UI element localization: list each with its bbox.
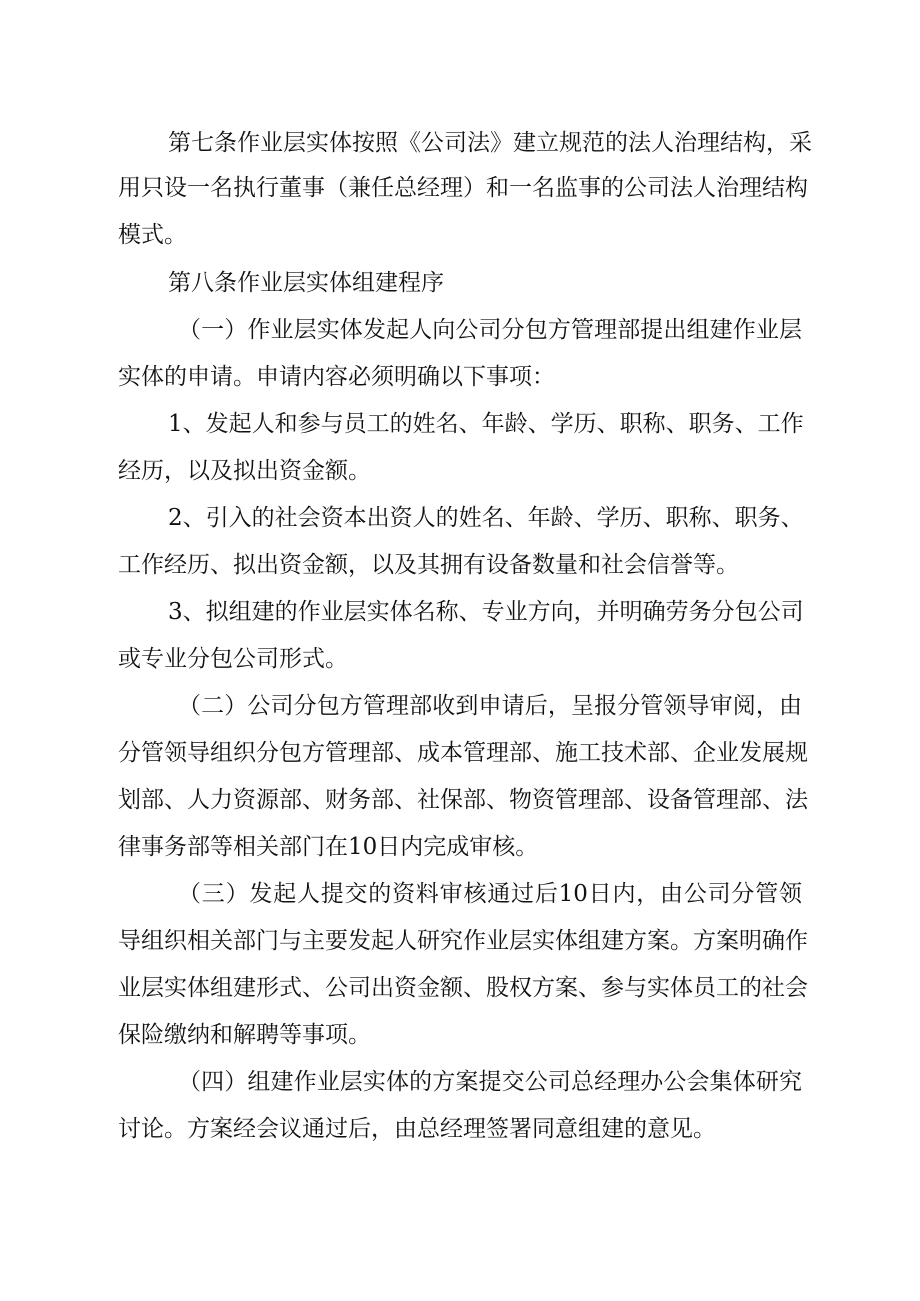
clause-3-line-2: 导组织相关部门与主要发起人研究作业层实体组建方案。方案明确作 [118, 928, 808, 954]
clause-1-line-1: （一）作业层实体发起人向公司分包方管理部提出组建作业层 [178, 317, 802, 343]
clause-1-line-2: 实体的申请。申请内容必须明确以下事项： [118, 364, 555, 390]
clause-4-line-1: （四）组建作业层实体的方案提交公司总经理办公会集体研究 [178, 1069, 802, 1095]
item-2-line-1: 2、引入的社会资本出资人的姓名、年龄、学历、职称、职务、 [168, 505, 804, 531]
article-7-line-2: 用只设一名执行董事（兼任总经理）和一名监事的公司法人治理结构 [118, 175, 808, 201]
clause-2-line-1: （二）公司分包方管理部收到申请后，呈报分管领导审阅，由 [178, 693, 802, 719]
clause-2-line-2: 分管领导组织分包方管理部、成本管理部、施工技术部、企业发展规 [118, 740, 808, 766]
clause-3-line-1: （三）发起人提交的资料审核通过后10日内，由公司分管领 [178, 881, 802, 907]
article-7-line-3: 模式。 [118, 222, 187, 248]
item-3-line-1: 3、拟组建的作业层实体名称、专业方向，并明确劳务分包公司 [168, 599, 804, 625]
item-1-line-2: 经历，以及拟出资金额。 [118, 458, 371, 484]
item-3-line-2: 或专业分包公司形式。 [118, 646, 348, 672]
item-1-line-1: 1、发起人和参与员工的姓名、年龄、学历、职称、职务、工作 [168, 411, 804, 437]
clause-3-line-4: 保险缴纳和解聘等事项。 [118, 1022, 371, 1048]
clause-3-line-3: 业层实体组建形式、公司出资金额、股权方案、参与实体员工的社会 [118, 975, 808, 1001]
article-7-line-1: 第七条作业层实体按照《公司法》建立规范的法人治理结构，采 [168, 130, 812, 156]
clause-4-line-2: 讨论。方案经会议通过后，由总经理签署同意组建的意见。 [118, 1116, 716, 1142]
clause-2-line-3: 划部、人力资源部、财务部、社保部、物资管理部、设备管理部、法 [118, 787, 808, 813]
item-2-line-2: 工作经历、拟出资金额，以及其拥有设备数量和社会信誉等。 [118, 552, 739, 578]
clause-2-line-4: 律事务部等相关部门在10日内完成审核。 [118, 834, 539, 860]
article-8-heading: 第八条作业层实体组建程序 [168, 270, 444, 296]
